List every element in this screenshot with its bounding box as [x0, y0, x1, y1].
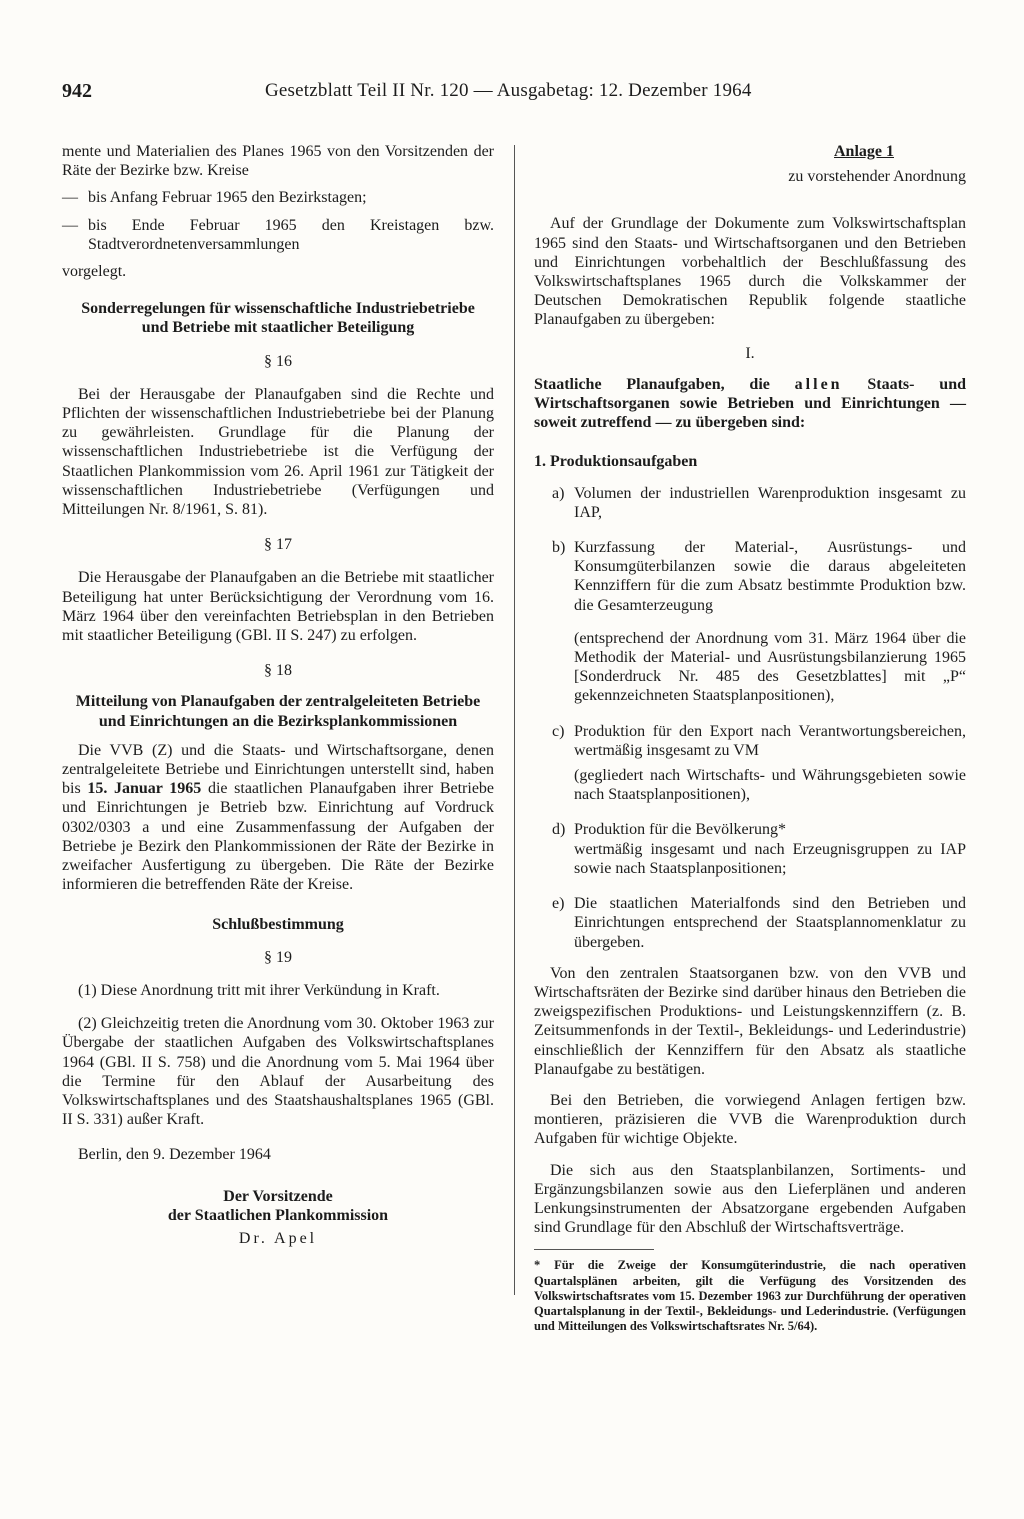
section-17-text: Die Herausgabe der Planaufgaben an die Betriebe mit staatlicher Beteiligung hat unter Berücksichtigung der Verordnung vom 16. März 1964 über den vereinfachten Betriebsplan in den Betrieben mit staatlicher Beteiligung (GBl. II S. 247) zu erfolgen. [62, 569, 494, 645]
paragraph-von-den-zentralen: Von den zentralen Staatsorganen bzw. von den VVB und Wirtschaftsräten der Bezirke sind darüber hinaus den Betrieben die zweigspezifischen Produktions- und Leistungskennziffern (z. B. Zeitsummenfonds in der Textil-, Bekleidungs- und Lederindustrie) einschließlich der Kennziffern für den Absatz als staatliche Planaufgabe zu bestätigen. [534, 964, 966, 1078]
paragraph-die-sich-aus: Die sich aus den Staatsplanbilanzen, Sortiments- und Ergänzungsbilanzen sowie aus den Lieferplänen und anderen Lenkungsinstrumenten der Absatzorgane ergebenden Aufgaben sind Grundlage für den Abschluß der Wirtschaftsverträge. [534, 1161, 966, 1237]
section-17-number: § 17 [264, 536, 292, 554]
item-text: Kurzfassung der Material-, Ausrüstungs- und Konsumgüterbilanzen sowie die daraus abgeleiteten Kennziffern für die zum Absatz bestimmte Produktion bzw. die Gesamterzeugung [574, 539, 966, 614]
anlage-title: Anlage 1 [834, 143, 894, 160]
column-divider [514, 145, 515, 1295]
footnote-rule [534, 1249, 654, 1250]
dash-marker: — [62, 189, 78, 207]
list-item [534, 722, 966, 805]
section-16-text: Bei der Herausgabe der Planaufgaben sind die Rechte und Pflichten der wissenschaftlichen Industriebetriebe bei der Planung zu gewährleisten. Grundlage für die Planung der wissenschaftlichen Industriebetriebe ist die Verfügung der Staatlichen Plankommission vom 26. April 1961 zur Tätigkeit der wissenschaftlichen Industriebetriebe (Verfügungen und Mitteilungen Nr. 8/1961, S. 81). [62, 385, 494, 519]
left-column [62, 142, 494, 1248]
place-date: Berlin, den 9. Dezember 1964 [78, 1146, 271, 1164]
heading-schlussbestimmung: Schlußbestimmung [212, 915, 344, 933]
right-column [534, 142, 966, 1334]
roman-section-number: I. [745, 344, 755, 362]
signer-title: Der Vorsitzende [223, 1187, 333, 1205]
item-letter: a) [552, 484, 565, 502]
list-item [534, 894, 966, 952]
dash-item [62, 188, 494, 207]
list-item [534, 484, 966, 522]
gazette-title: Gesetzblatt Teil II Nr. 120 — Ausgabetag: 12. Dezember 1964 [265, 80, 752, 101]
list-item [534, 538, 966, 706]
item-letter: d) [552, 821, 566, 839]
deadline-date: 15. Januar 1965 [87, 780, 202, 798]
signer-title: der Staatlichen Plankommission [167, 1206, 389, 1224]
dash-text: bis Anfang Februar 1965 den Bezirkstagen; [88, 189, 367, 207]
item-letter: b) [552, 539, 566, 557]
heading-sonderregelungen: Sonderregelungen für wissenschaftliche Industriebetriebe und Betriebe mit staatlicher Beteiligung [81, 300, 475, 337]
section-18-text: Die VVB (Z) und die Staats- und Wirtschaftsorgane, denen zentralgeleitete Betriebe und Einrichtungen unterstellt sind, haben bis 15. Januar 1965 die staatlichen Planaufgaben ihrer Betriebe und Einrichtungen je Betrieb bzw. Einrichtung auf Vordruck 0302/0303 a und eine Zusammenfassung der Aufgaben der Betriebe je Bezirk den Plankommissionen der Räte der Bezirke in zweifacher Ausfertigung zu übergeben. Die Räte der Bezirke informieren die betreffenden Räte der Kreise. [62, 741, 495, 894]
list-item [534, 820, 966, 878]
item-letter: e) [552, 895, 565, 913]
heading-mitteilung: Mitteilung von Planaufgaben der zentralgeleiteten Betriebe und Einrichtungen an die Bezirksplankommissionen [75, 693, 481, 730]
section-19-number: § 19 [264, 948, 292, 966]
paragraph-bei-den-betrieben: Bei den Betrieben, die vorwiegend Anlagen fertigen bzw. montieren, präzisieren die VVB die Warenproduktion durch Aufgaben für wichtige Objekte. [534, 1091, 966, 1148]
item-subtext: (gegliedert nach Wirtschafts- und Währungsgebieten sowie nach Staatsplanpositionen), [574, 767, 966, 804]
item-text: Volumen der industriellen Warenproduktion insgesamt zu IAP, [574, 484, 966, 521]
page-number: 942 [62, 80, 92, 102]
section-16-number: § 16 [264, 352, 292, 370]
section-19-paragraph-1: (1) Diese Anordnung tritt mit ihrer Verkündung in Kraft. [78, 981, 440, 999]
section-18-number: § 18 [264, 662, 292, 680]
item-letter: c) [552, 722, 565, 740]
item-subtext: (entsprechend der Anordnung vom 31. März 1964 über die Methodik der Material- und Ausrüstungsbilanzierung 1965 [Sonderdruck Nr. 485 des Gesetzblattes] mit „P“ gekennzeichneten Staatsplanpositionen), [574, 629, 966, 705]
item-subtext: wertmäßig insgesamt und nach Erzeugnisgruppen zu IAP sowie nach Staatsplanpositionen; [574, 840, 966, 877]
anlage-intro: Auf der Grundlage der Dokumente zum Volkswirtschaftsplan 1965 sind den Staats- und Wirtschaftsorganen und den Betrieben und Einrichtungen vorbehaltlich der Beschlußfassung des Volkswirtschaftsplanes 1965 durch die Volkskammer der Deutschen Demokratischen Republik folgende staatliche Planaufgaben zu übergeben: [534, 215, 966, 329]
dash-marker: — [62, 216, 78, 234]
anlage-subtitle: zu vorstehender Anordnung [788, 168, 966, 186]
intro-paragraph: mente und Materialien des Planes 1965 von den Vorsitzenden der Räte der Bezirke bzw. Kreise [62, 143, 494, 180]
page-header [62, 80, 782, 106]
footnote: * Für die Zweige der Konsumgüterindustrie, die nach operativen Quartalsplänen arbeiten, gilt die Verfügung des Vorsitzenden des Volkswirtschaftsrates vom 15. Dezember 1963 zur Durchführung der operativen Quartalsplanung in der Textil-, Bekleidungs- und Lederindustrie. (Verfügungen und Mitteilungen des Volkswirtschaftsrates Nr. 5/64). [534, 1258, 966, 1334]
dash-text: bis Ende Februar 1965 den Kreistagen bzw. Stadtverordnetenversammlungen [88, 216, 494, 253]
item-text: Die staatlichen Materialfonds sind den Betrieben und Einrichtungen entsprechend der Staatsplannomenklatur zu übergeben. [574, 895, 966, 951]
heading-staatliche-planaufgaben: Staatliche Planaufgaben, die allen Staats- und Wirtschaftsorganen sowie Betrieben und Einrichtungen — soweit zutreffend — zu übergeben sind: [534, 375, 966, 432]
section-19-paragraph-2: (2) Gleichzeitig treten die Anordnung vom 30. Oktober 1963 zur Übergabe der staatlichen Aufgaben des Volkswirtschaftsplanes 1964 (GBl. II S. 758) und die Anordnung vom 5. Mai 1964 über die Termine für den Ablauf der Ausarbeitung des Volkswirtschaftsplanes und des Staatshaushaltsplanes 1965 (GBl. II S. 331) außer Kraft. [62, 1015, 494, 1129]
item-text: Produktion für die Bevölkerung* [574, 821, 786, 839]
dash-item [62, 216, 494, 254]
section-produktionsaufgaben: 1. Produktionsaufgaben [534, 453, 698, 471]
vorgelegt-text: vorgelegt. [62, 263, 127, 281]
signer-name: Dr. Apel [238, 1229, 318, 1247]
item-text: Produktion für den Export nach Verantwortungsbereichen, wertmäßig insgesamt zu VM [574, 722, 966, 759]
emphasis-allen: allen [794, 375, 843, 393]
